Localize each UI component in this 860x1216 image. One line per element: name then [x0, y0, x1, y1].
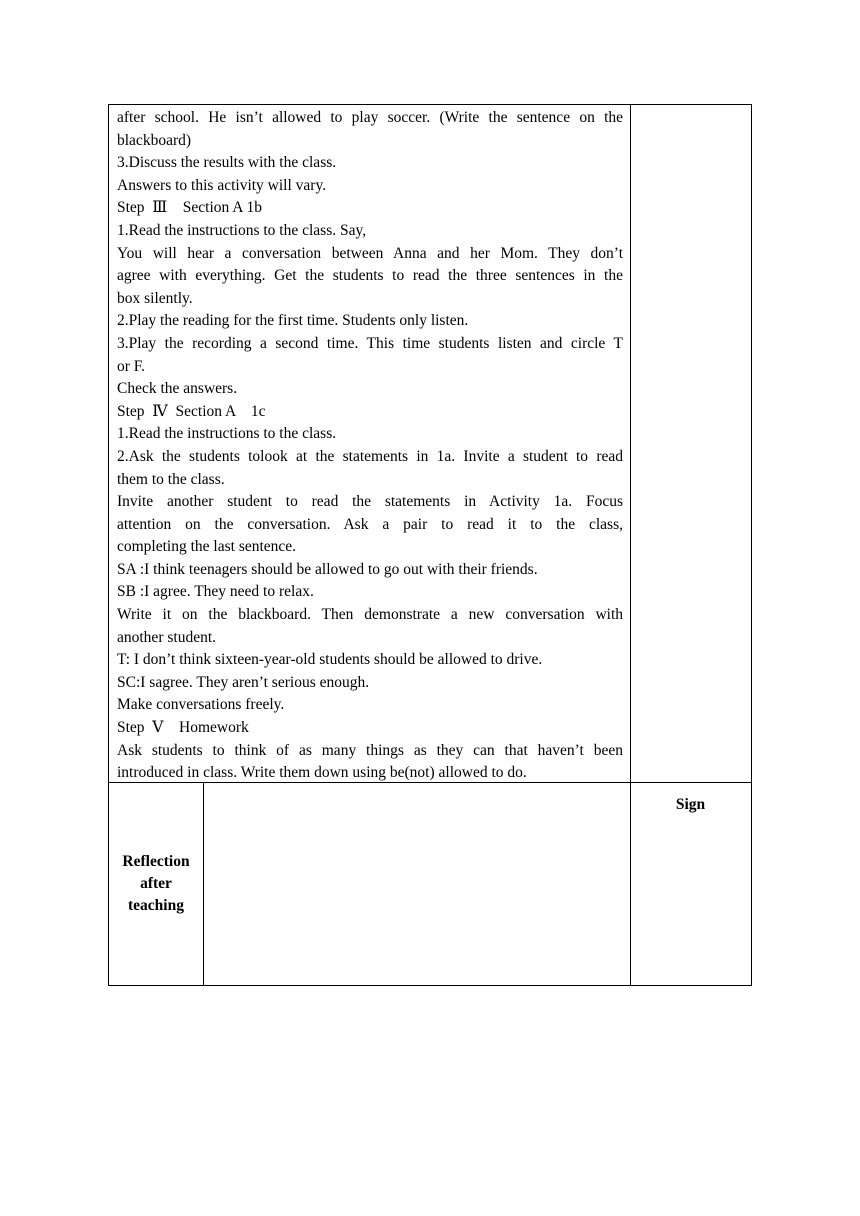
reflection-content-cell: [203, 782, 631, 986]
content-line: 3.Discuss the results with the class.: [117, 154, 337, 172]
sign-label: Sign: [675, 796, 706, 813]
content-line: 1.Read the instructions to the class. Say,: [117, 221, 367, 239]
content-line: Invite another student to read the statements in Activity 1a. Focus: [117, 493, 623, 511]
content-line: agree with everything. Get the students to read the three sentences in the: [117, 267, 623, 285]
dialogue-line: SC:I sagree. They aren’t serious enough.: [117, 673, 370, 691]
lesson-content-text: [117, 107, 623, 785]
content-line: 2.Play the reading for the first time. Students only listen.: [117, 312, 469, 330]
content-line: Write it on the blackboard. Then demonstrate a new conversation with: [117, 606, 623, 624]
reflection-label-line: teaching: [128, 896, 184, 914]
content-line: them to the class.: [117, 470, 225, 488]
content-line: Ask students to think of as many things as they can that haven’t been: [117, 741, 623, 759]
content-line: box silently.: [117, 289, 193, 307]
content-line: blackboard): [117, 131, 192, 149]
content-line: 1.Read the instructions to the class.: [117, 425, 337, 443]
reflection-label-line: after: [140, 874, 172, 892]
content-line: You will hear a conversation between Anna and her Mom. They don’t: [117, 244, 623, 262]
content-line: Answers to this activity will vary.: [117, 176, 327, 194]
content-line: Check the answers.: [117, 380, 238, 398]
reflection-label-cell: [108, 782, 204, 986]
step-heading: Step Ⅳ Section A 1c: [117, 402, 266, 420]
lesson-content-cell: [108, 104, 631, 783]
content-line: 2.Ask the students tolook at the statements in 1a. Invite a student to read: [117, 447, 623, 465]
dialogue-line: SB :I agree. They need to relax.: [117, 583, 314, 601]
reflection-label: [116, 851, 196, 917]
dialogue-line: SA :I think teenagers should be allowed to go out with their friends.: [117, 560, 538, 578]
content-line: introduced in class. Write them down using be(not) allowed to do.: [117, 764, 527, 782]
content-line: 3.Play the recording a second time. This time students listen and circle T: [117, 334, 623, 352]
content-line: or F.: [117, 357, 146, 375]
reflection-label-line: Reflection: [122, 852, 190, 870]
content-line: completing the last sentence.: [117, 538, 297, 556]
content-line: another student.: [117, 628, 217, 646]
content-line: attention on the conversation. Ask a pair to read it to the class,: [117, 515, 623, 533]
step-heading: Step Ⅲ Section A 1b: [117, 199, 262, 217]
content-line: Make conversations freely.: [117, 696, 285, 714]
sign-cell: [630, 782, 752, 986]
content-line: after school. He isn’t allowed to play soccer. (Write the sentence on the: [117, 109, 623, 126]
step-heading: Step Ⅴ Homework: [117, 719, 249, 737]
notes-cell: [630, 104, 752, 783]
dialogue-line: T: I don’t think sixteen-year-old students should be allowed to drive.: [117, 651, 543, 669]
